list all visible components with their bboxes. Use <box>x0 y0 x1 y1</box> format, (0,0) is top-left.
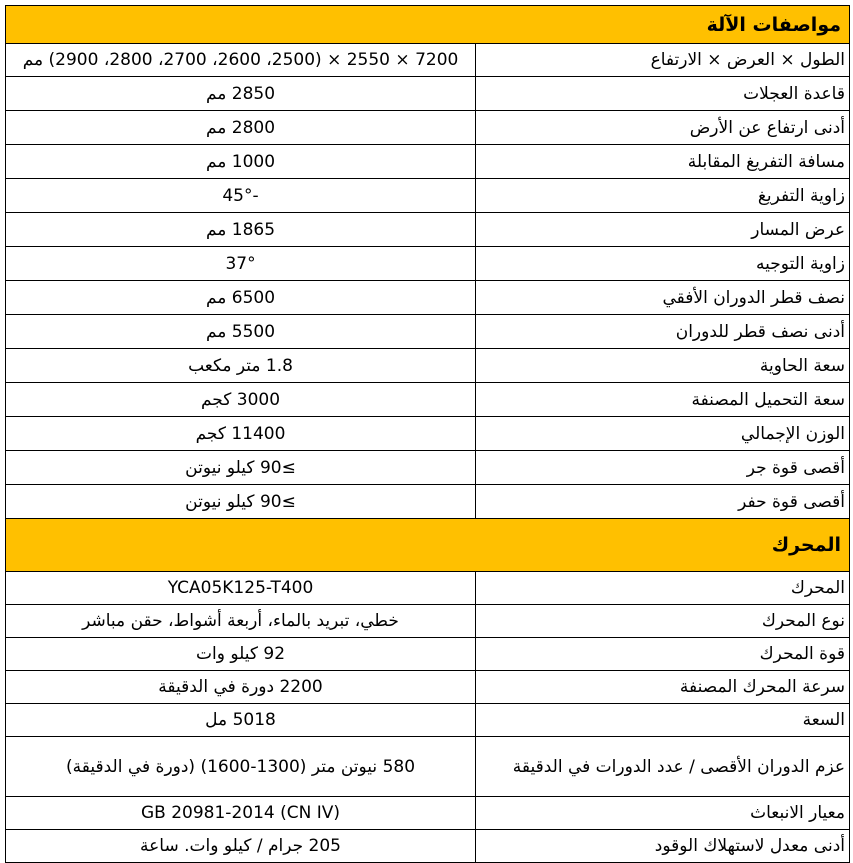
spec-value: 37° <box>6 247 476 280</box>
spec-value: 7200 × 2550 × (2500، 2600، 2700، 2800، 2900) مم <box>6 44 476 76</box>
spec-row <box>5 383 850 417</box>
spec-value: YCA05K125-T400 <box>6 572 476 604</box>
spec-value: 2850 مم <box>6 77 476 110</box>
spec-value: 2800 مم <box>6 111 476 144</box>
spec-label: مسافة التفريغ المقابلة <box>687 151 845 172</box>
spec-label: سعة التحميل المصنفة <box>691 389 845 410</box>
spec-label: زاوية التوجيه <box>756 253 845 274</box>
spec-label: نوع المحرك <box>761 611 845 631</box>
spec-row <box>5 737 850 797</box>
spec-row <box>5 349 850 383</box>
spec-row <box>5 179 850 213</box>
spec-label: المحرك <box>790 578 845 598</box>
spec-row <box>5 417 850 451</box>
spec-row <box>5 605 850 638</box>
spec-label: السعة <box>802 710 845 730</box>
spec-row <box>5 671 850 704</box>
spec-value: -45° <box>6 179 476 212</box>
engine-specs-header <box>5 519 850 572</box>
spec-label: أدنى ارتفاع عن الأرض <box>689 117 845 138</box>
spec-value: 2200 دورة في الدقيقة <box>6 671 476 703</box>
spec-value: 1000 مم <box>6 145 476 178</box>
spec-row <box>5 572 850 605</box>
machine-specs-header <box>5 5 850 44</box>
machine-specs-rows <box>5 44 850 519</box>
spec-value: 92 كيلو وات <box>6 638 476 670</box>
spec-row <box>5 111 850 145</box>
spec-row <box>5 704 850 737</box>
spec-label: سعة الحاوية <box>759 355 845 376</box>
spec-value: 205 جرام / كيلو وات. ساعة <box>6 830 476 862</box>
spec-label: أقصى قوة حفر <box>738 491 845 512</box>
engine-specs-rows <box>5 572 850 863</box>
spec-row <box>5 145 850 179</box>
spec-row <box>5 315 850 349</box>
spec-label: أقصى قوة جر <box>746 457 845 478</box>
spec-label: زاوية التفريغ <box>757 185 845 206</box>
specifications-table <box>5 5 850 863</box>
spec-value: 1865 مم <box>6 213 476 246</box>
spec-value: ≥90 كيلو نيوتن <box>6 485 476 518</box>
engine-specs-title: المحرك <box>771 534 841 556</box>
spec-row <box>5 638 850 671</box>
spec-value: 6500 مم <box>6 281 476 314</box>
spec-label: سرعة المحرك المصنفة <box>679 677 845 697</box>
spec-value: 11400 كجم <box>6 417 476 450</box>
spec-value: 580 نيوتن متر (1300-1600) (دورة في الدقيقة) <box>6 737 476 796</box>
spec-row <box>5 485 850 519</box>
spec-label: قاعدة العجلات <box>743 83 845 104</box>
spec-row <box>5 213 850 247</box>
spec-label: قوة المحرك <box>759 644 845 664</box>
spec-value: ≥90 كيلو نيوتن <box>6 451 476 484</box>
spec-value: 1.8 متر مكعب <box>6 349 476 382</box>
spec-value: 5500 مم <box>6 315 476 348</box>
spec-row <box>5 77 850 111</box>
spec-row <box>5 797 850 830</box>
spec-label: أدنى معدل لاستهلاك الوقود <box>654 836 845 856</box>
spec-label: عزم الدوران الأقصى / عدد الدورات في الدقيقة <box>512 756 845 777</box>
machine-specs-title: مواصفات الآلة <box>706 13 841 36</box>
spec-label: أدنى نصف قطر للدوران <box>675 321 845 342</box>
spec-label: عرض المسار <box>751 219 845 240</box>
spec-label: نصف قطر الدوران الأفقي <box>662 287 845 308</box>
spec-label: الطول × العرض × الارتفاع <box>650 50 845 70</box>
spec-value: 5018 مل <box>6 704 476 736</box>
spec-value: خطي، تبريد بالماء، أربعة أشواط، حقن مباشر <box>6 605 476 637</box>
spec-row <box>5 830 850 863</box>
spec-row <box>5 451 850 485</box>
spec-value: GB 20981-2014 (CN IV) <box>6 797 476 829</box>
spec-row <box>5 247 850 281</box>
spec-label: معيار الانبعاث <box>750 803 845 823</box>
spec-value: 3000 كجم <box>6 383 476 416</box>
spec-row <box>5 281 850 315</box>
spec-label: الوزن الإجمالي <box>740 423 845 444</box>
spec-row <box>5 44 850 77</box>
